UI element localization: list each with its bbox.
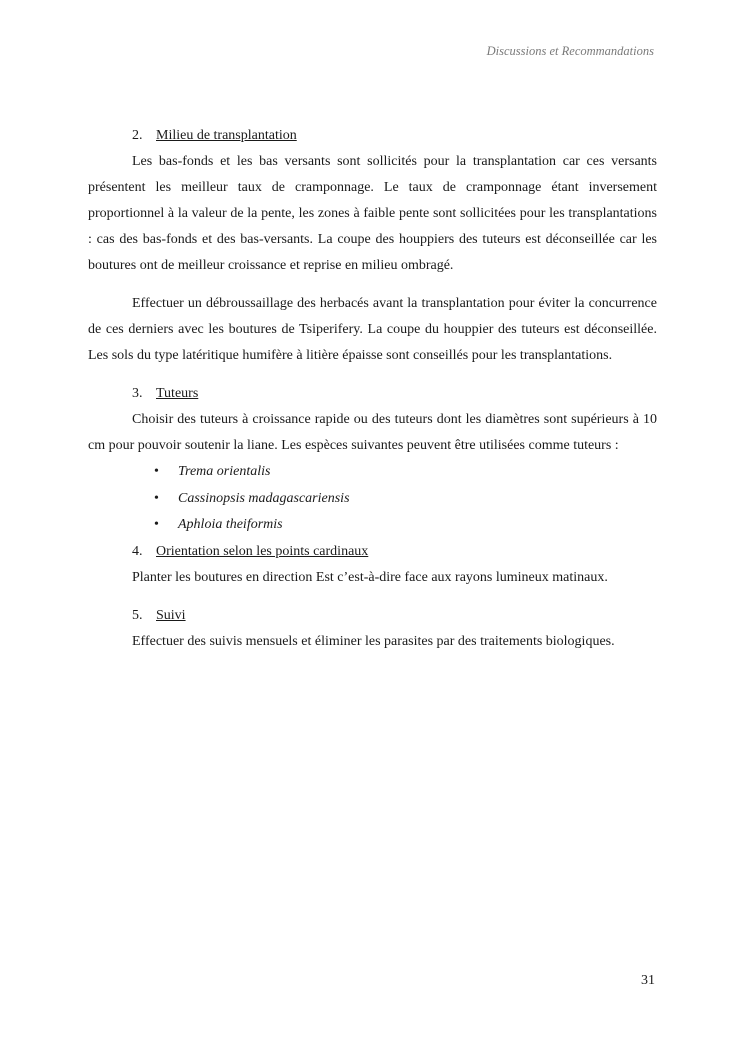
section-title: Milieu de transplantation (156, 128, 297, 143)
species-list (88, 459, 657, 539)
list-item (154, 486, 657, 513)
section-number: 5. (132, 607, 143, 623)
paragraph-orientation-1: Planter les boutures en direction Est c’est-à-dire face aux rayons lumineux matinaux. (132, 569, 608, 585)
species-name: Aphloia theiformis (178, 517, 283, 532)
paragraph-milieu-1: Les bas-fonds et les bas versants sont sollicités pour la transplantation car ces versants présentent les meilleur taux de cramponnage. Le taux de cramponnage étant inversement proportionnel à la valeur de la pente, les zones à faible pente sont sollicitées pour les transplantations : cas des bas-fonds et des bas-versants. La coupe des houppiers des tuteurs est déconseillée car les boutures ont de meilleur croissance et reprise en milieu ombragé. (88, 154, 657, 273)
section-title: Tuteurs (156, 386, 199, 401)
paragraph-suivi-1: Effectuer des suivis mensuels et éliminer les parasites par des traitements biologiques. (132, 633, 615, 649)
bullet-icon: • (154, 464, 159, 479)
document-body (88, 123, 657, 655)
bullet-icon: • (154, 517, 159, 532)
section-number: 3. (132, 386, 143, 401)
running-header: Discussions et Recommandations (486, 44, 654, 58)
section-title: Orientation selon les points cardinaux (156, 543, 369, 559)
list-item (154, 459, 657, 486)
section-number: 2. (132, 128, 143, 143)
section-heading-tuteurs (88, 381, 657, 407)
species-name: Cassinopsis madagascariensis (178, 490, 350, 506)
bullet-icon: • (154, 490, 159, 506)
section-heading-suivi (88, 603, 657, 629)
paragraph-tuteurs-1: Choisir des tuteurs à croissance rapide ou des tuteurs dont les diamètres sont supérieurs à 10 cm pour pouvoir soutenir la liane. Les espèces suivantes peuvent être utilisées comme tuteurs : (88, 412, 657, 453)
page-number: 31 (641, 973, 655, 988)
paragraph-milieu-2: Effectuer un débroussaillage des herbacés avant la transplantation pour éviter la concurrence de ces derniers avec les boutures de Tsiperifery. La coupe du houppier des tuteurs est déconseillée. Les sols du type latéritique humifère à litière épaisse sont conseillés pour les transplantations. (88, 296, 657, 363)
species-name: Trema orientalis (178, 464, 271, 479)
section-title: Suivi (156, 607, 186, 623)
section-heading-orientation (88, 539, 657, 565)
list-item (154, 512, 657, 539)
section-heading-milieu (88, 123, 657, 149)
section-number: 4. (132, 543, 143, 559)
